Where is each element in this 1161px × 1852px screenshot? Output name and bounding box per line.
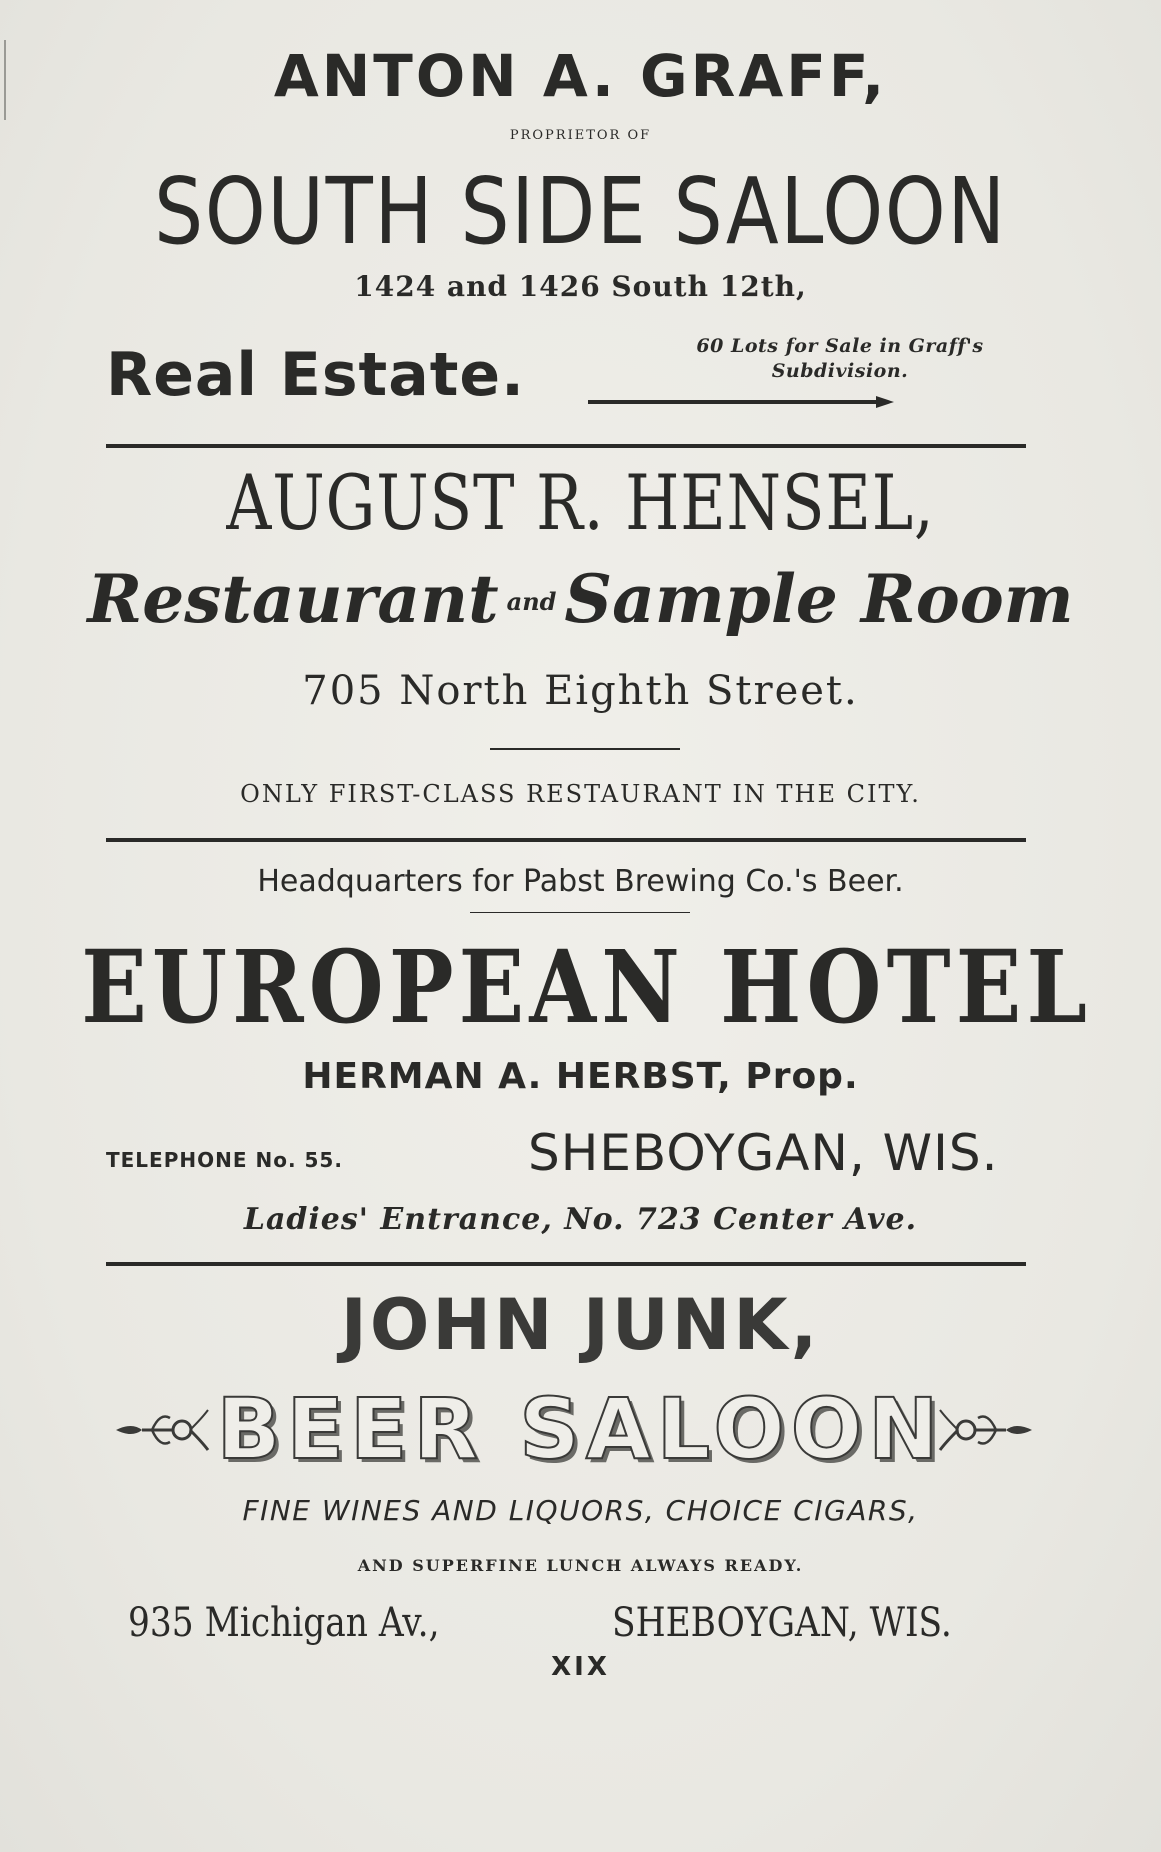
european-hotel-ladies-entrance: Ladies' Entrance, No. 723 Center Ave. [243, 1202, 918, 1237]
graff-lots-note [640, 334, 1040, 384]
divider-rule-2 [106, 838, 1026, 842]
junk-city: SHEBOYGAN, WIS. [612, 1600, 952, 1646]
european-hotel-short-rule [470, 912, 690, 913]
real-estate-arrow-line [588, 400, 878, 404]
graff-lots-line1: 60 Lots for Sale in Graff's [696, 335, 984, 357]
right-flourish-icon [936, 1402, 1036, 1458]
hensel-business-name [0, 560, 1161, 638]
junk-lunch-line: AND SUPERFINE LUNCH ALWAYS READY. [357, 1556, 804, 1575]
hensel-restaurant-word: Restaurant [87, 560, 499, 638]
divider-rule-3 [106, 1262, 1026, 1266]
graff-name: ANTON A. GRAFF, [273, 42, 888, 110]
hensel-short-rule [490, 748, 680, 750]
graff-real-estate: Real Estate. [106, 340, 525, 410]
european-hotel-headquarters: Headquarters for Pabst Brewing Co.'s Beer. [257, 864, 904, 899]
divider-rule-1 [106, 444, 1026, 448]
graff-proprietor-of: PROPRIETOR OF [509, 128, 652, 143]
hensel-and-word: and [506, 587, 557, 616]
junk-business-name: BEER SALOON [216, 1380, 945, 1478]
hensel-address: 705 North Eighth Street. [302, 668, 859, 714]
hensel-sample-room-word: Sample Room [564, 560, 1074, 638]
hensel-tagline: ONLY FIRST-CLASS RESTAURANT IN THE CITY. [240, 780, 921, 808]
junk-wines-line: FINE WINES AND LIQUORS, CHOICE CIGARS, [242, 1494, 919, 1527]
hensel-name: AUGUST R. HENSEL, [226, 458, 935, 547]
page-number: XIX [551, 1652, 610, 1682]
junk-name: JOHN JUNK, [340, 1284, 821, 1366]
european-hotel-city: SHEBOYGAN, WIS. [528, 1124, 999, 1182]
junk-address: 935 Michigan Av., [128, 1600, 440, 1646]
european-hotel-proprietor: HERMAN A. HERBST, Prop. [302, 1056, 859, 1097]
graff-address: 1424 and 1426 South 12th, [354, 270, 807, 303]
graff-business-name: SOUTH SIDE SALOON [154, 158, 1007, 265]
junk-business-row [0, 1380, 1161, 1490]
graff-lots-line2: Subdivision. [771, 360, 909, 382]
european-hotel-name: EUROPEAN HOTEL [81, 928, 1093, 1046]
european-hotel-telephone: TELEPHONE No. 55. [106, 1148, 343, 1172]
